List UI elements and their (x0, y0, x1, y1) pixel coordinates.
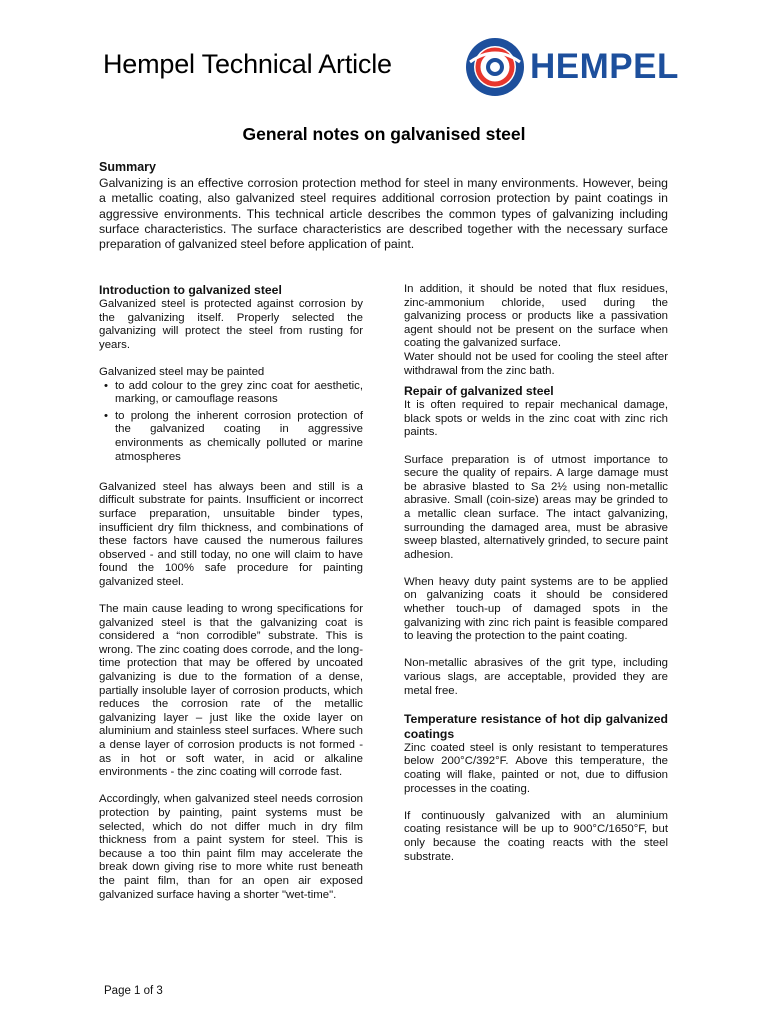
bullet-icon: • (104, 379, 108, 392)
repair-paragraph-1: It is often required to repair mechanical damage, black spots or welds in the zinc coat with zinc rich paints. (404, 399, 668, 439)
painting-reasons-list (99, 380, 363, 465)
painted-lead-paragraph: Galvanized steel may be painted (99, 365, 265, 378)
repair-heading: Repair of galvanized steel (404, 384, 554, 399)
logo-wordmark: HEMPEL (530, 47, 679, 86)
difficult-substrate-paragraph: Galvanized steel has always been and still is a difficult substrate for paints. Insufficient or incorrect surface preparation, unsuitable binder types, insufficient dry film thickness, and combinations of these factors have caused the numerous failures observed - and still today, no one will claim to have found the 100% safe procedure for painting galvanized steel. (99, 480, 363, 588)
main-cause-paragraph: The main cause leading to wrong specifications for galvanized steel is that the galvanizing coat is considered a “non corrodible” substrate. This is wrong. The zinc coating does corrode, and the long-time protection that may be offered by uncoated galvanizing is due to the formation of a dense, partially insoluble layer of corrosion products, which reduces the corrosion rate of the metallic galvanizing layer – just like the oxide layer on aluminium and stainless steel surfaces. Where such a dense layer of corrosion products is not formed - as in hot or soft water, in acid or alkaline environments - the zinc coating will corrode fast. (99, 603, 363, 779)
intro-paragraph: Galvanized steel is protected against corrosion by the galvanizing itself. Properly selected the galvanizing will protect the steel from rusting for years. (99, 298, 363, 351)
intro-heading: Introduction to galvanized steel (99, 283, 282, 297)
document-title: General notes on galvanised steel (242, 124, 526, 144)
water-cooling-paragraph: Water should not be used for cooling the steel after withdrawal from the zinc bath. (404, 350, 668, 377)
repair-paragraph-3: When heavy duty paint systems are to be applied on galvanizing coats it should be considered whether touch-up of damaged spots in the galvanizing with zinc rich paint is feasible compared to leaving the protection to the paint coating. (404, 575, 668, 643)
page-number: Page 1 of 3 (104, 985, 163, 997)
repair-paragraph-2: Surface preparation is of utmost importance to secure the quality of repairs. A large damage must be abrasive blasted to Sa 2½ using non-metallic abrasive. Small (coin-size) areas may be grinded to a metallic clean surface. The intact galvanizing, surrounding the damaged area, must be abrasive sweep blasted, alternatively grinded, to secure paint adhesion. (404, 453, 668, 561)
temperature-paragraph-2: If continuously galvanized with an aluminium coating resistance will be up to 900°C/1650°F, but only because the coating reacts with the steel substrate. (404, 809, 668, 863)
list-item: • to add colour to the grey zinc coat for aesthetic, marking, or camouflage reasons (104, 379, 363, 406)
summary-heading: Summary (99, 160, 156, 174)
hempel-logo (464, 38, 679, 96)
hempel-roundel-icon (464, 36, 526, 98)
repair-paragraph-4: Non-metallic abrasives of the grit type, including various slags, are acceptable, provided they are metal free. (404, 657, 668, 697)
flux-residues-paragraph: In addition, it should be noted that flux residues, zinc-ammonium chloride, used during the galvanizing process or products like a passivation agent should not be present on the surface when coating the galvanized surface. (404, 283, 668, 350)
left-column (99, 283, 363, 902)
summary-text: Galvanizing is an effective corrosion protection method for steel in many environments. However, being a metallic coating, also galvanized steel requires additional corrosion protection by paint coatings in aggressive environments. This technical article describes the common types of galvanizing including surface characteristics. The surface characteristics are described together with the necessary surface preparation of galvanized steel before application of paint. (99, 176, 668, 252)
temperature-paragraph-1: Zinc coated steel is only resistant to temperatures below 200°C/392°F. Above this temperature, the coating will flake, painted or not, due to diffusion processes in the coating. (404, 741, 668, 795)
bullet-icon: • (104, 409, 108, 422)
right-column (404, 283, 668, 864)
accordingly-paragraph: Accordingly, when galvanized steel needs corrosion protection by painting, paint systems must be selected, which do not differ much in dry film thickness from a paint system for steel. This is because a too thin paint film may accelerate the break down giving rise to more white rust beneath the paint film, than for an open air exposed galvanized surface having a shorter "wet-time". (99, 793, 363, 901)
header-title: Hempel Technical Article (103, 49, 392, 79)
temperature-heading: Temperature resistance of hot dip galvanized coatings (404, 711, 668, 741)
list-item: • to prolong the inherent corrosion protection of the galvanized coating in aggressive environments as chemically polluted or marine atmospheres (104, 409, 363, 463)
